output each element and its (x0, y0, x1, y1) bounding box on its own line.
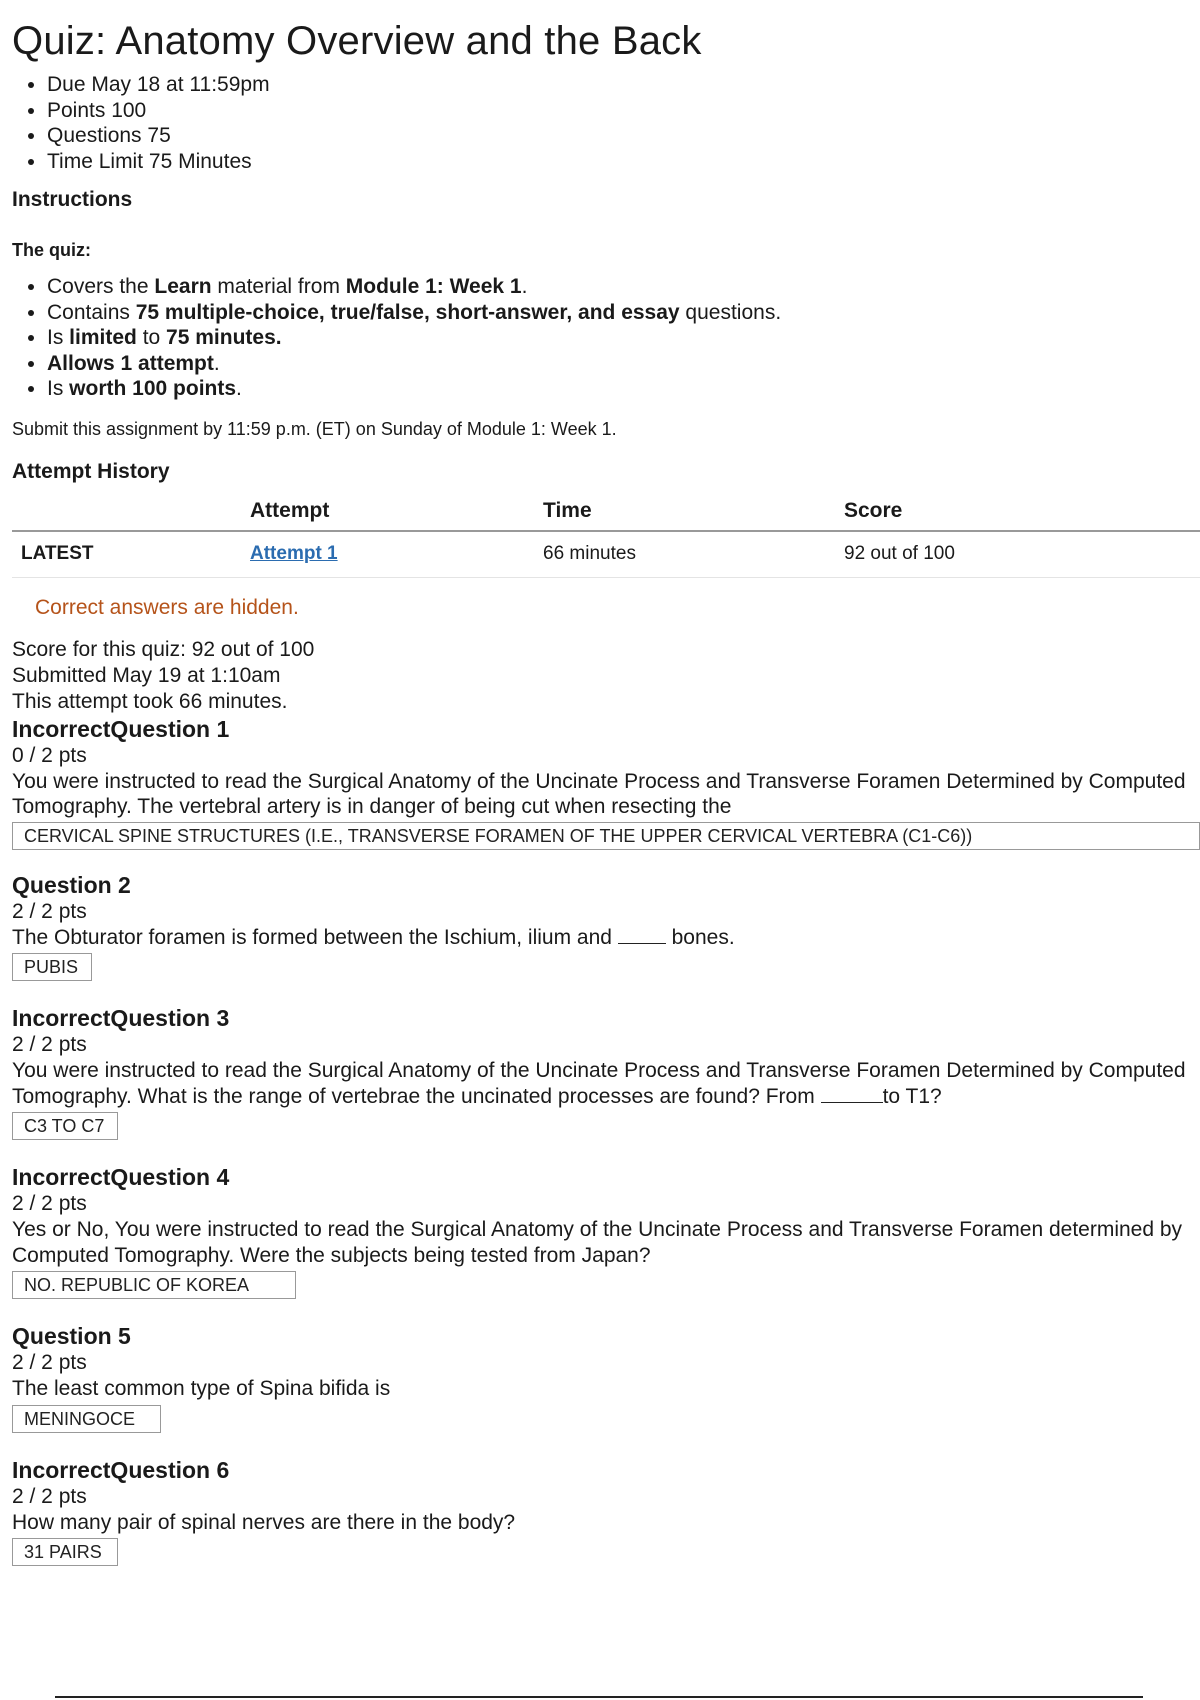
question-1 (12, 715, 1200, 855)
table-row (12, 531, 1200, 578)
quiz-score: Score for this quiz: 92 out of 100 (12, 637, 315, 661)
question-6 (12, 1456, 1200, 1572)
blank-line (618, 943, 666, 944)
blank-line (821, 1102, 883, 1103)
question-text: The Obturator foramen is formed between the Ischium, ilium and bones. (12, 925, 735, 949)
time-cell: 66 minutes (543, 531, 844, 578)
questions-count: • Questions 75 (47, 123, 1200, 149)
question-text: You were instructed to read the Surgical Anatomy of the Uncinate Process and Transverse Foramen Determined by Computed Tomography. The vertebral artery is in danger of being cut when resecting the (12, 769, 1186, 818)
question-heading: Question 2 (12, 871, 131, 898)
question-text: How many pair of spinal nerves are there in the body? (12, 1510, 516, 1534)
question-4 (12, 1163, 1200, 1304)
rule-limited: • Is limited to 75 minutes. (47, 325, 1200, 351)
question-text: The least common type of Spina bifida is (12, 1377, 391, 1400)
question-2 (12, 871, 1200, 987)
answer-field: 31 PAIRS (12, 1538, 118, 1566)
time-limit: • Time Limit 75 Minutes (47, 149, 1200, 175)
attempt-cell (250, 531, 543, 578)
rule-contains: • Contains 75 multiple-choice, true/false, short-answer, and essay questions. (47, 300, 1200, 326)
rule-covers: • Covers the Learn material from Module 1: Week 1. (47, 274, 1200, 300)
question-heading: IncorrectQuestion 4 (12, 1164, 230, 1190)
question-heading: Question 5 (12, 1323, 131, 1349)
question-points: 2 / 2 pts (12, 1351, 87, 1374)
question-heading: IncorrectQuestion 3 (12, 1005, 230, 1031)
quiz-subheading: The quiz: (12, 240, 91, 260)
quiz-meta-list (12, 72, 1200, 174)
instructions-heading: Instructions (12, 188, 133, 211)
column-header-blank (12, 492, 250, 531)
question-text: Yes or No, You were instructed to read the Surgical Anatomy of the Uncinate Process and Transverse Foramen determined by Computed Tomography. Were the subjects being tested from Japan? (12, 1218, 1183, 1267)
question-points: 2 / 2 pts (12, 1484, 87, 1508)
answer-field: MENINGOCE (12, 1405, 161, 1433)
question-heading: IncorrectQuestion 6 (12, 1456, 230, 1483)
answer-field: CERVICAL SPINE STRUCTURES (I.E., TRANSVERSE FORAMEN OF THE UPPER CERVICAL VERTEBRA (C1-C6)) (12, 822, 1200, 850)
question-5 (12, 1322, 1200, 1438)
question-points: 0 / 2 pts (12, 743, 87, 767)
answers-hidden-note: Correct answers are hidden. (35, 595, 299, 619)
page-title: Quiz: Anatomy Overview and the Back (12, 19, 702, 63)
submit-note: Submit this assignment by 11:59 p.m. (ET) on Sunday of Module 1: Week 1. (12, 418, 617, 439)
answer-field: C3 TO C7 (12, 1112, 118, 1140)
attempt-link[interactable]: Attempt 1 (250, 543, 338, 564)
answer-field: PUBIS (12, 953, 92, 981)
attempt-history-table (12, 492, 1200, 578)
attempt-history-heading: Attempt History (12, 459, 170, 483)
quiz-rules-list (12, 274, 1200, 402)
rule-attempts: • Allows 1 attempt. (47, 351, 1200, 377)
question-heading: IncorrectQuestion 1 (12, 715, 230, 742)
score-summary (12, 637, 1200, 715)
submitted-time: Submitted May 19 at 1:10am (12, 663, 281, 687)
question-text: You were instructed to read the Surgical Anatomy of the Uncinate Process and Transverse Foramen Determined by Computed Tomography. What is the range of vertebrae the uncinated processes are found? From to T1? (12, 1059, 1186, 1108)
table-header-row (12, 492, 1200, 531)
column-header-time: Time (543, 492, 844, 531)
bottom-divider (55, 1696, 1143, 1698)
question-points: 2 / 2 pts (12, 899, 87, 923)
rule-worth: • Is worth 100 points. (47, 376, 1200, 402)
column-header-attempt: Attempt (250, 492, 543, 531)
score-cell: 92 out of 100 (844, 531, 1200, 578)
question-3 (12, 1004, 1200, 1145)
answer-field: NO. REPUBLIC OF KOREA (12, 1271, 296, 1299)
attempt-duration: This attempt took 66 minutes. (12, 689, 288, 713)
points: • Points 100 (47, 98, 1200, 124)
quiz-page (12, 0, 1200, 1571)
question-points: 2 / 2 pts (12, 1192, 87, 1215)
column-header-score: Score (844, 492, 1200, 531)
question-points: 2 / 2 pts (12, 1033, 87, 1056)
latest-label: LATEST (12, 531, 250, 578)
due-date: • Due May 18 at 11:59pm (47, 72, 1200, 98)
